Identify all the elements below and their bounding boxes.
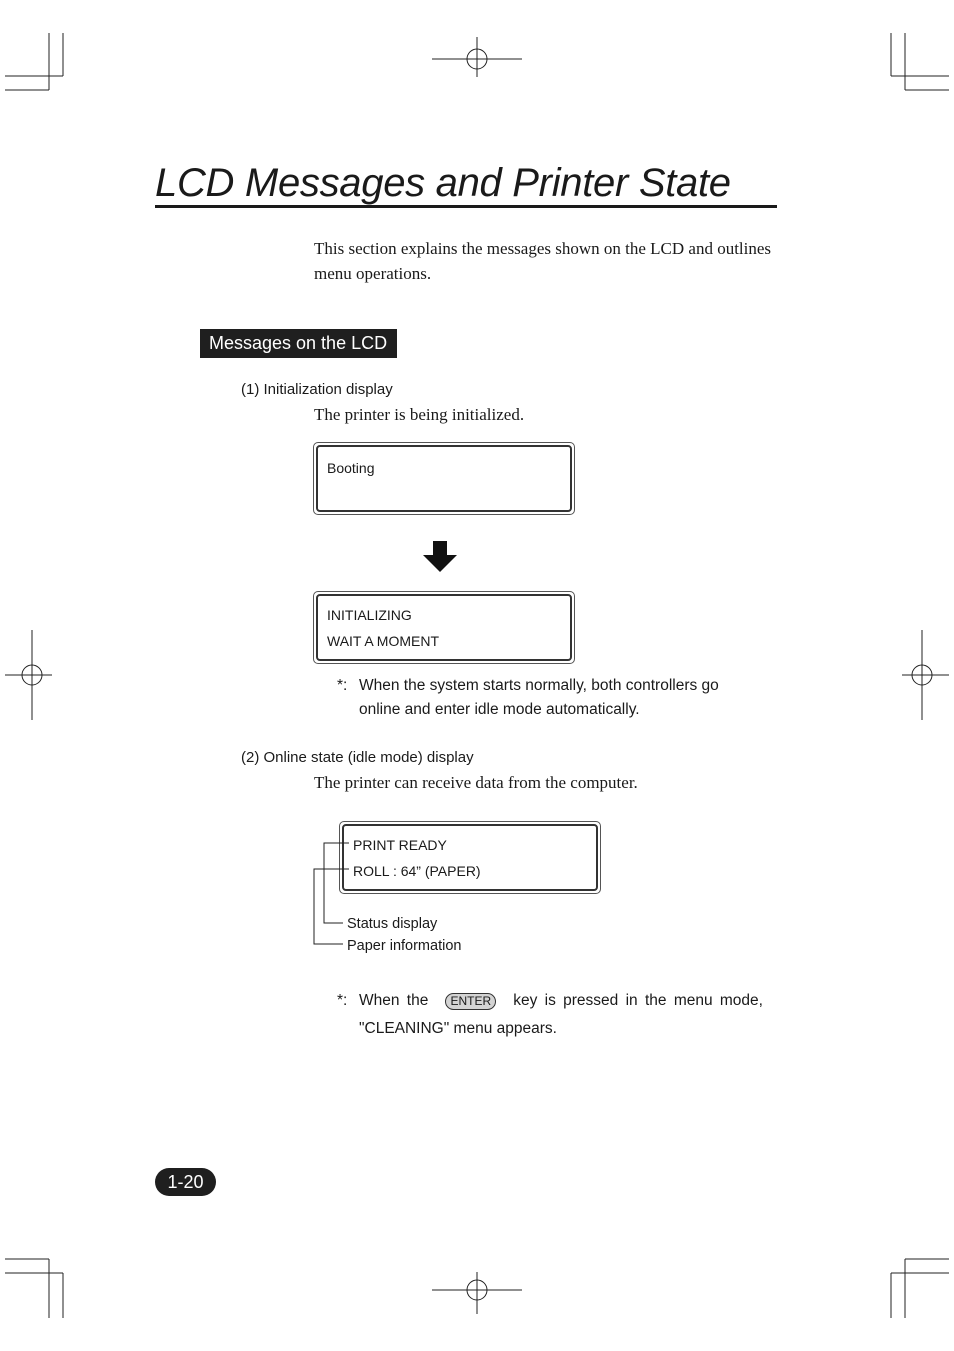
down-arrow-icon <box>423 541 457 572</box>
init-note <box>0 674 954 724</box>
callout-labels <box>347 913 461 957</box>
note-marker: *: <box>337 677 348 694</box>
registration-mark-bottom <box>432 1272 522 1314</box>
note-line-2: online and enter idle mode automatically. <box>359 701 640 718</box>
init-display-heading: (1) Initialization display <box>241 381 393 398</box>
online-note <box>0 987 954 1043</box>
online-display-heading: (2) Online state (idle mode) display <box>241 749 474 766</box>
crop-mark-bottom-right <box>891 1259 949 1318</box>
intro-paragraph <box>314 236 771 286</box>
lcd-line: INITIALIZING <box>327 607 412 623</box>
registration-mark-top <box>432 37 522 77</box>
lcd-panel-booting <box>313 442 575 515</box>
lcd-line: WAIT A MOMENT <box>327 633 440 649</box>
page-number-badge: 1-20 <box>155 1168 216 1196</box>
lcd-panel-print-ready <box>339 821 601 894</box>
section-heading: Messages on the LCD <box>200 329 397 358</box>
online-display-description: The printer can receive data from the computer. <box>314 773 638 792</box>
intro-line-2: menu operations. <box>314 264 432 283</box>
crop-mark-bottom-left <box>5 1259 63 1318</box>
note-line-2: "CLEANING" menu appears. <box>359 1020 557 1037</box>
note-text-after-key: key is pressed in the menu mode, <box>513 992 763 1009</box>
init-display-description: The printer is being initialized. <box>314 405 525 424</box>
callout-paper-information: Paper information <box>347 938 462 954</box>
lcd-line: Booting <box>327 460 375 476</box>
lcd-panel-initializing <box>313 591 575 664</box>
crop-mark-top-left <box>5 33 63 90</box>
note-text-before-key: When the <box>359 992 429 1009</box>
note-line-1: When the system starts normally, both controllers go <box>359 677 719 694</box>
enter-key-icon: ENTER <box>445 993 496 1010</box>
intro-line-1: This section explains the messages shown on the LCD and outlines <box>314 239 772 258</box>
lcd-line-paper: ROLL : 64” (PAPER) <box>353 863 481 879</box>
title-underline <box>155 205 777 208</box>
lcd-line-status: PRINT READY <box>353 837 447 853</box>
page-title: LCD Messages and Printer State <box>155 161 731 205</box>
note-marker: *: <box>337 992 348 1009</box>
crop-mark-top-right <box>891 33 949 90</box>
callout-status-display: Status display <box>347 916 438 932</box>
